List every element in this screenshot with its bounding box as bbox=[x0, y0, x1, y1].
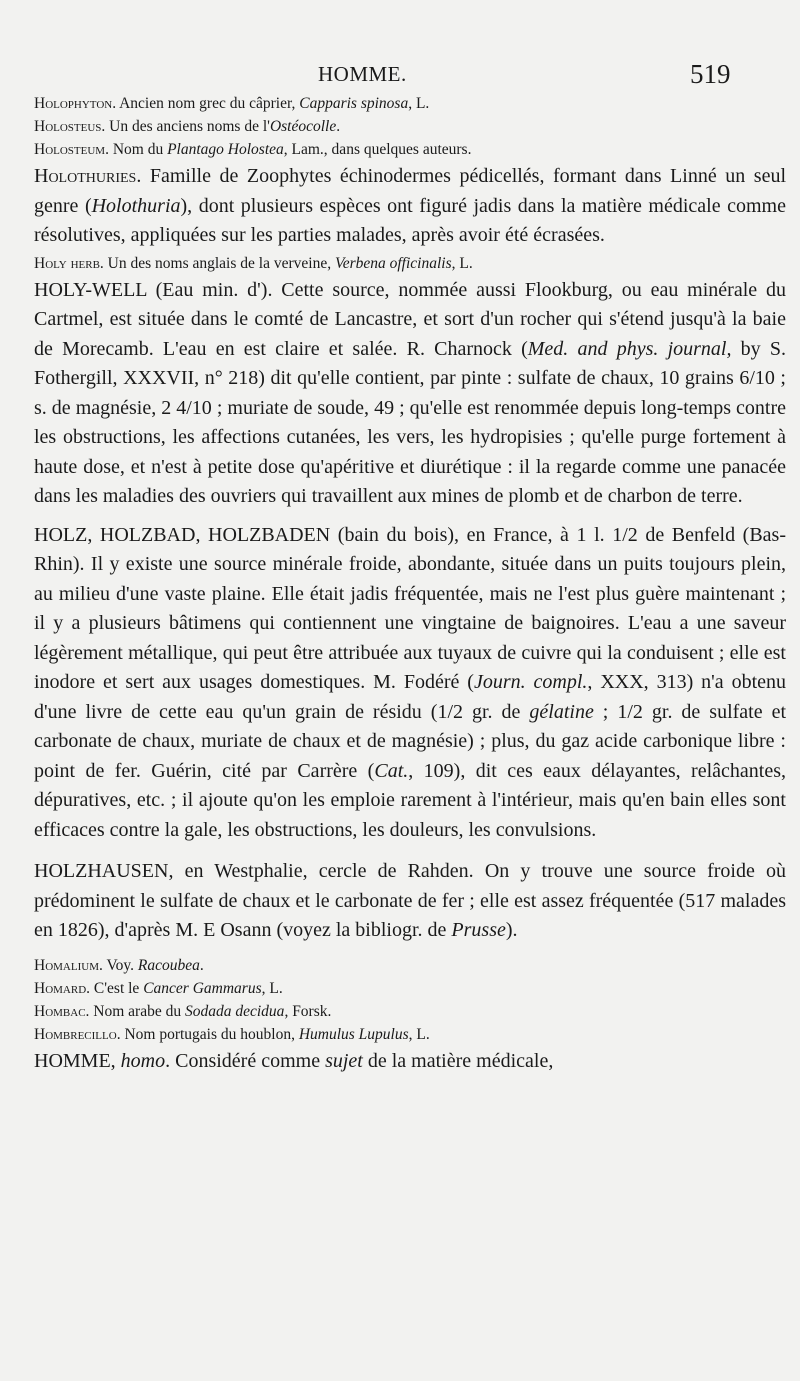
entry-holy-well: HOLY-WELL (Eau min. d'). Cette source, nommée aussi Flookburg, ou eau minérale du Cartmel, est située dans le comté de Lancastre, et sort d'un rocher qui s'étend jusqu'à la baie de Morecamb. L'eau en est claire et salée. R. Charnock (Med. and phys. journal, by S. Fothergill, XXXVII, n° 218) dit qu'elle contient, par pinte : sulfate de chaux, 10 grains 6/10 ; s. de magnésie, 2 4/10 ; muriate de soude, 49 ; qu'elle est renommée depuis long-temps contre les obstructions, les affections cutanées, les vers, les hydropisies ; qu'elle purge fortement à haute dose, et n'est à petite dose qu'apéritive et diurétique : il la regarde comme une panacée dans les maladies des ouvriers qui travaillent aux mines de plomb et de charbon de terre. bbox=[34, 278, 786, 507]
entry-headword: Holothuries. bbox=[34, 165, 142, 187]
entry-headword: HOLZ, HOLZBAD, HOLZBADEN bbox=[34, 523, 331, 546]
entry-holophyton: Holophyton. Ancien nom grec du câprier, Capparis spinosa, L. bbox=[34, 95, 430, 112]
dictionary-text bbox=[34, 93, 786, 1076]
entry-homard: Homard. C'est le Cancer Gammarus, L. bbox=[34, 979, 283, 997]
entry-headword: HOLY-WELL bbox=[34, 278, 147, 301]
entry-headword: Holosteum. bbox=[34, 141, 109, 158]
entry-headword: HOMME bbox=[34, 1049, 111, 1072]
entry-headword: Holosteus. bbox=[34, 118, 106, 135]
entry-hombrecillo: Hombrecillo. Nom portugais du houblon, Humulus Lupulus, L. bbox=[34, 1025, 430, 1043]
entry-homme: HOMME, homo. Considéré comme sujet de la matière médicale, bbox=[34, 1049, 554, 1072]
entry-holzhausen: HOLZHAUSEN, en Westphalie, cercle de Rahden. On y trouve une source froide où prédominent le sulfate de chaux et le carbonate de fer ; elle est assez fréquentée (517 malades en 1826), d'après M. E Osann (voyez la bibliogr. de Prusse). bbox=[34, 860, 786, 941]
page-header bbox=[0, 59, 800, 96]
page-number: 519 bbox=[690, 59, 731, 89]
entry-headword: Homalium. bbox=[34, 956, 103, 974]
entry-homalium: Homalium. Voy. Racoubea. bbox=[34, 956, 204, 974]
running-head: HOMME. bbox=[318, 62, 407, 86]
entry-holz: HOLZ, HOLZBAD, HOLZBADEN (bain du bois), en France, à 1 l. 1/2 de Benfeld (Bas-Rhin). Il y existe une source minérale froide, abondante, située dans un puits toujours plein, au milieu d'une vaste plaine. Elle était jadis fréquentée, mais ne l'est plus guère maintenant ; il y a plusieurs bâtimens qui contiennent une vingtaine de baignoires. L'eau a une saveur légèrement métallique, qui peut être attribuée aux tuyaux de cuivre qui la conduisent ; elle est inodore et sert aux usages domestiques. M. Fodéré (Journ. compl., XXX, 313) n'a obtenu d'une livre de cette eau qu'un grain de résidu (1/2 gr. de gélatine ; 1/2 gr. de sulfate et carbonate de chaux, muriate de chaux et de magnésie) ; plus, du gaz acide carbonique libre : point de fer. Guérin, cité par Carrère (Cat., 109), dit ces eaux délayantes, relâchantes, dépuratives, etc. ; il ajoute qu'on les emploie rarement à l'intérieur, mais qu'en bain elles sont efficaces contre la gale, les obstructions, les douleurs, les convulsions. bbox=[34, 523, 787, 841]
entry-holothuries: Holothuries. Famille de Zoophytes échinodermes pédicellés, formant dans Linné un seul genre (Holothuria), dont plusieurs espèces ont figuré jadis dans la matière médicale comme résolutives, appliquées sur les parties malades, après avoir été écrasées. bbox=[34, 165, 786, 246]
entry-headword: HOLZHAUSEN bbox=[34, 860, 169, 882]
entry-headword: Hombrecillo. bbox=[34, 1025, 121, 1043]
entry-headword: Homard. bbox=[34, 979, 91, 997]
entry-holosteum: Holosteum. Nom du Plantago Holostea, Lam., dans quelques auteurs. bbox=[34, 141, 472, 158]
entry-holy-herb: Holy herb. Un des noms anglais de la verveine, Verbena officinalis, L. bbox=[34, 254, 473, 272]
entry-headword: Holophyton. bbox=[34, 95, 117, 112]
entry-headword: Holy herb. bbox=[34, 254, 104, 272]
entry-headword: Hombac. bbox=[34, 1002, 90, 1020]
entry-holosteus: Holosteus. Un des anciens noms de l'Ostéocolle. bbox=[34, 118, 341, 135]
entry-hombac: Hombac. Nom arabe du Sodada decidua, Forsk. bbox=[34, 1002, 332, 1020]
